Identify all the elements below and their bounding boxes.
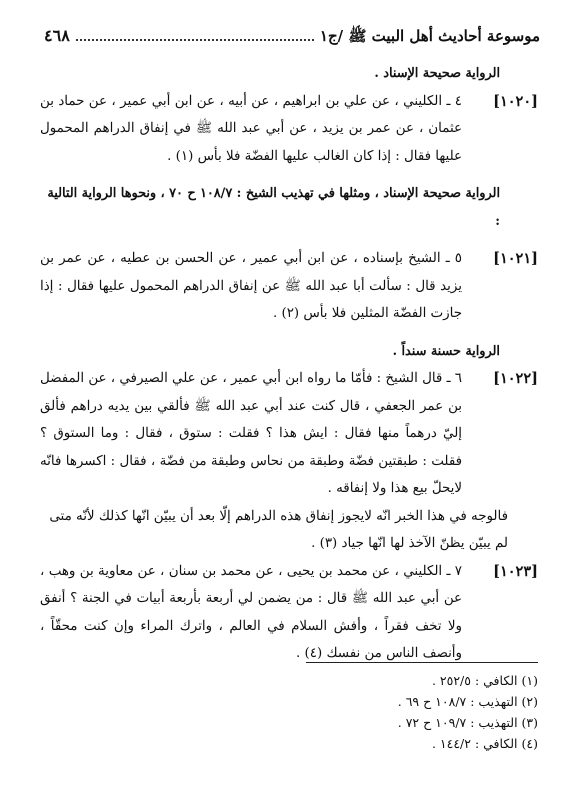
- header-leader-dots: [76, 39, 314, 41]
- hadith-entry: [40, 88, 538, 171]
- commentary-paragraph: فالوجه في هذا الخبر انّه لايجوز إنفاق هذه الدراهم إلّا بعد أن يبيّن انّها كذلك لأنّه متى لم يبيّن يظنّ الآخذ لها انّها جياد (٣) .: [49, 508, 508, 551]
- chain-assessment: الرواية صحيحة الإسناد ، ومثلها في تهذيب الشيخ : ١٠٨/٧ ح ٧٠ ، ونحوها الرواية التالية :: [47, 186, 500, 229]
- footnote: (٢) التهذيب : ١٠٨/٧ ح ٦٩ .: [397, 694, 538, 709]
- hadith-text: ٦ ـ قال الشيخ : فأمّا ما رواه ابن أبي عمير ، عن علي الصيرفي ، عن المفضل بن عمر الجعفي ، قال كنت عند أبي عبد الله ﷺ فألقي بين يديه دراهم فألق إليّ درهماً منها فقال : ايش هذا ؟ فقلت : ستوق ، فقال : وما الستوق ؟ فقلت : طبقتين فضّة وطبقة من نحاس وطبقة من فضّة ، فقال : اكسرها فانّه لايحلّ بيع هذا ولا إنفاقه .: [40, 371, 462, 496]
- hadith-text: ٤ ـ الكليني ، عن علي بن ابراهيم ، عن أبيه ، عن ابن أبي عمير ، عن حماد بن عثمان ، عن عمر بن يزيد ، عن أبي عبد الله ﷺ في إنفاق الدراهم المحمول عليها فقال : إذا كان الغالب عليها الفضّة فلا بأس (١) .: [40, 93, 462, 164]
- hadith-entry: [40, 558, 538, 668]
- hadith-number: [١٠٢٢]: [493, 370, 538, 387]
- hadith-text: ٥ ـ الشيخ بإسناده ، عن ابن أبي عمير ، عن الحسن بن عطيه ، عن عمر بن يزيد قال : سألت أبا عبد الله ﷺ عن إنفاق الدراهم المحمول عليها فقال : إذا جازت الفضّة المثلين فلا بأس (٢) .: [40, 251, 462, 321]
- chain-assessment: الرواية صحيحة الإسناد .: [374, 66, 500, 81]
- hadith-entry: [40, 245, 538, 328]
- hadith-text: ٧ ـ الكليني ، عن محمد بن يحيى ، عن محمد بن سنان ، عن معاوية بن وهب ، عن أبي عبد الله ﷺ قال : من يضمن لي أربعة بأربعة أبيات في الجنة ؟ أنفق ولا تخف فقراً ، وأفش السلام في العالم ، واترك المراء وإن كنت محقّاً ، وأنصف الناس من نفسك (٤) .: [40, 563, 463, 661]
- hadith-number: [١٠٢٣]: [493, 562, 538, 580]
- running-title: موسوعة أحاديث أهل البيت ﷺ /ج١: [319, 27, 540, 45]
- page-body: [40, 60, 538, 668]
- footnote-separator: [306, 662, 538, 663]
- hadith-number: [١٠٢٠]: [493, 92, 538, 110]
- footnote: (١) الكافي : ٢٥٢/٥ .: [431, 673, 538, 688]
- page-number: ٤٦٨: [44, 26, 70, 45]
- page-header: [44, 26, 540, 48]
- footnote: (٣) التهذيب : ١٠٩/٧ ح ٧٢ .: [397, 715, 538, 730]
- footnote: (٤) الكافي : ١٤٤/٢ .: [431, 736, 538, 751]
- footnotes: [200, 670, 538, 754]
- hadith-number: [١٠٢١]: [493, 250, 538, 267]
- chain-assessment: الرواية حسنة سنداً .: [392, 343, 500, 359]
- hadith-entry: [40, 365, 538, 503]
